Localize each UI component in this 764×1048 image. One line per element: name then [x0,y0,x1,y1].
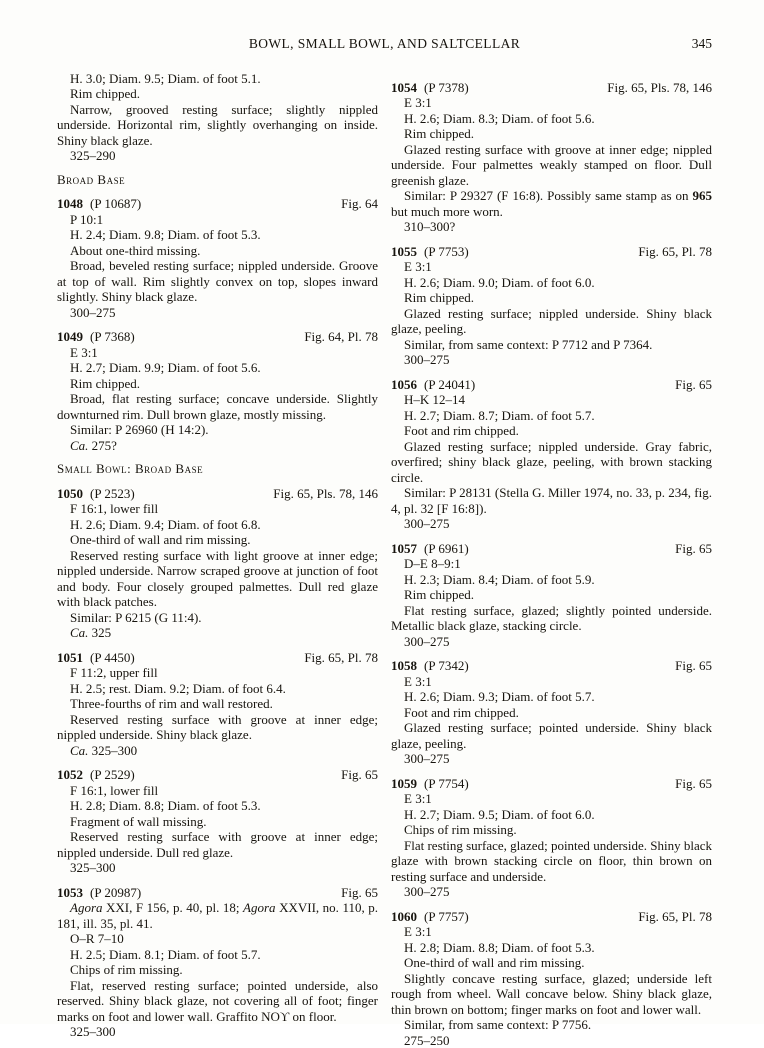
inventory-number: (P 6961) [424,541,469,556]
figure-reference: Fig. 65, Pls. 78, 146 [265,486,378,502]
figure-reference: Fig. 65, Pl. 78 [296,650,378,666]
entry-line: E 3:1 [391,791,712,807]
inventory-number: (P 7378) [424,80,469,95]
entry-line: Flat resting surface, glazed; pointed underside. Shiny black glaze with brown stacking circle on floor, thin brown on resting surface and underside. [391,838,712,885]
entry-line: Ca. 275? [57,438,378,454]
entry-id [391,776,469,792]
entry-id [391,244,469,260]
entry-line: About one-third missing. [57,243,378,259]
entry-line: E 3:1 [391,674,712,690]
entry-id [391,658,469,674]
entry-line: F 16:1, lower fill [57,783,378,799]
figure-reference: Fig. 65 [333,767,378,783]
inventory-number: (P 2529) [90,767,135,782]
entry-header [391,541,712,557]
catalog-entry [57,767,378,876]
entry-line: F 11:2, upper fill [57,665,378,681]
catalog-entry [391,776,712,900]
entry-line: One-third of wall and rim missing. [57,532,378,548]
entry-line: Rim chipped. [391,587,712,603]
entry-line: H. 2.4; Diam. 9.8; Diam. of foot 5.3. [57,227,378,243]
entry-line: 325–300 [57,1024,378,1040]
entry-line: H. 2.5; rest. Diam. 9.2; Diam. of foot 6.4. [57,681,378,697]
entry-line: O–R 7–10 [57,931,378,947]
entry-header [57,767,378,783]
entry-line: H. 2.7; Diam. 9.5; Diam. of foot 6.0. [391,807,712,823]
inventory-number: (P 24041) [424,377,475,392]
entry-line: H. 2.5; Diam. 8.1; Diam. of foot 5.7. [57,947,378,963]
entry-line: Agora XXI, F 156, p. 40, pl. 18; Agora XXVII, no. 110, p. 181, ill. 35, pl. 41. [57,900,378,931]
entry-line: P 10:1 [57,212,378,228]
entry-line: 300–275 [391,634,712,650]
entry-line: 275–250 [391,1033,712,1048]
entry-id [391,80,469,96]
entry-id [57,885,141,901]
figure-reference: Fig. 65 [667,658,712,674]
entry-line: H. 3.0; Diam. 9.5; Diam. of foot 5.1. [57,71,378,87]
entry-line: Glazed resting surface; nippled underside. Shiny black glaze, peeling. [391,306,712,337]
entry-id [57,196,141,212]
entry-line: Flat resting surface, glazed; slightly pointed underside. Metallic black glaze, stacking circle. [391,603,712,634]
entry-line: Rim chipped. [391,290,712,306]
entry-line: 325–290 [57,148,378,164]
figure-reference: Fig. 65 [667,377,712,393]
figure-reference: Fig. 64, Pl. 78 [296,329,378,345]
figure-reference: Fig. 65, Pls. 78, 146 [599,80,712,96]
entry-number: 1049 [57,329,83,344]
entry-line: Fragment of wall missing. [57,814,378,830]
figure-reference: Fig. 65 [667,776,712,792]
entry-line: H–K 12–14 [391,392,712,408]
inventory-number: (P 10687) [90,196,141,211]
figure-reference: Fig. 64 [333,196,378,212]
entry-line: H. 2.6; Diam. 8.3; Diam. of foot 5.6. [391,111,712,127]
figure-reference: Fig. 65, Pl. 78 [630,244,712,260]
entry-line: Reserved resting surface with groove at inner edge; nippled underside. Dull red glaze. [57,829,378,860]
entry-line: H. 2.7; Diam. 8.7; Diam. of foot 5.7. [391,408,712,424]
entry-line: 300–275 [57,305,378,321]
entry-line: Three-fourths of rim and wall restored. [57,696,378,712]
entry-line: Reserved resting surface with groove at inner edge; nippled underside. Shiny black glaze. [57,712,378,743]
entry-line: F 16:1, lower fill [57,501,378,517]
entry-number: 1059 [391,776,417,791]
entry-line: H. 2.8; Diam. 8.8; Diam. of foot 5.3. [391,940,712,956]
entry-line: H. 2.3; Diam. 8.4; Diam. of foot 5.9. [391,572,712,588]
entry-header [391,244,712,260]
entry-line: E 3:1 [391,95,712,111]
entry-number: 1058 [391,658,417,673]
entry-line: 325–300 [57,860,378,876]
entry-line: E 3:1 [57,345,378,361]
page-number: 345 [692,36,712,52]
entry-id [391,541,469,557]
entry-id [57,767,135,783]
entry-id [57,329,135,345]
entry-header [391,377,712,393]
catalog-entry [391,377,712,532]
entry-line: H. 2.6; Diam. 9.4; Diam. of foot 6.8. [57,517,378,533]
entry-line: E 3:1 [391,259,712,275]
entry-line: Ca. 325 [57,625,378,641]
figure-reference: Fig. 65, Pl. 78 [630,909,712,925]
entry-id [391,377,475,393]
catalog-entry [57,650,378,759]
figure-reference: Fig. 65 [333,885,378,901]
catalog-entry [391,909,712,1048]
entry-line: Glazed resting surface; nippled underside. Gray fabric, overfired; shiny black glaze, peeling, with brown stacking circle. [391,439,712,486]
entry-header [57,196,378,212]
entry-id [57,650,135,666]
section-heading: Broad Base [57,172,378,188]
entry-line: 300–275 [391,352,712,368]
catalog-entry [391,541,712,650]
inventory-number: (P 7757) [424,909,469,924]
entry-line: Broad, beveled resting surface; nippled underside. Groove at top of wall. Rim slightly convex on top, slopes inward slightly. Shiny black glaze. [57,258,378,305]
entry-line: Reserved resting surface with light groove at inner edge; nippled underside. Narrow scraped groove at junction of foot and body. Four closely grouped palmettes. Dull red glaze with black patches. [57,548,378,610]
entry-header [391,80,712,96]
page-header [57,36,712,52]
entry-line: Rim chipped. [57,86,378,102]
entry-line: Chips of rim missing. [57,962,378,978]
entry-header [57,329,378,345]
entry-line: H. 2.6; Diam. 9.3; Diam. of foot 5.7. [391,689,712,705]
text-columns [57,71,712,1048]
section-heading: Small Bowl: Broad Base [57,461,378,477]
entry-line: Rim chipped. [391,126,712,142]
entry-header [57,486,378,502]
entry-header [57,650,378,666]
inventory-number: (P 7342) [424,658,469,673]
entry-line: Similar, from same context: P 7756. [391,1017,712,1033]
inventory-number: (P 7753) [424,244,469,259]
entry-line: Similar: P 6215 (G 11:4). [57,610,378,626]
catalog-entry [57,885,378,1040]
column-left [57,71,378,1048]
entry-line: H. 2.6; Diam. 9.0; Diam. of foot 6.0. [391,275,712,291]
entry-line: Slightly concave resting surface, glazed; underside left rough from wheel. Wall concave below. Shiny black glaze, thin brown on bottom; finger marks on foot and lower wall. [391,971,712,1018]
entry-number: 1050 [57,486,83,501]
entry-line: Chips of rim missing. [391,822,712,838]
column-right [391,71,712,1048]
entry-line: Glazed resting surface with groove at inner edge; nippled underside. Four palmettes weakly stamped on floor. Dull greenish glaze. [391,142,712,189]
inventory-number: (P 20987) [90,885,141,900]
entry-number: 1055 [391,244,417,259]
entry-line: Broad, flat resting surface; concave underside. Slightly downturned rim. Dull brown glaze, mostly missing. [57,391,378,422]
entry-line: 310–300? [391,219,712,235]
entry-line: 300–275 [391,751,712,767]
inventory-number: (P 7754) [424,776,469,791]
entry-number: 1054 [391,80,417,95]
entry-line: 300–275 [391,516,712,532]
entry-line: Glazed resting surface; pointed underside. Shiny black glaze, peeling. [391,720,712,751]
entry-id [57,486,135,502]
inventory-number: (P 4450) [90,650,135,665]
entry-line: Ca. 325–300 [57,743,378,759]
entry-number: 1052 [57,767,83,782]
catalog-entry [391,658,712,767]
entry-number: 1053 [57,885,83,900]
catalog-entry [57,329,378,453]
entry-line: One-third of wall and rim missing. [391,955,712,971]
entry-header [391,909,712,925]
entry-line: Similar: P 29327 (F 16:8). Possibly same stamp as on 965 but much more worn. [391,188,712,219]
entry-number: 1060 [391,909,417,924]
entry-continuation [57,71,378,164]
entry-header [391,776,712,792]
entry-id [391,909,469,925]
entry-line: Rim chipped. [57,376,378,392]
entry-number: 1048 [57,196,83,211]
entry-line: Similar, from same context: P 7712 and P 7364. [391,337,712,353]
catalog-entry [391,80,712,235]
inventory-number: (P 2523) [90,486,135,501]
entry-line: Similar: P 28131 (Stella G. Miller 1974, no. 33, p. 234, fig. 4, pl. 32 [F 16:8]). [391,485,712,516]
entry-number: 1056 [391,377,417,392]
entry-line: H. 2.7; Diam. 9.9; Diam. of foot 5.6. [57,360,378,376]
inventory-number: (P 7368) [90,329,135,344]
entry-line: Narrow, grooved resting surface; slightly nippled underside. Horizontal rim, slightly overhanging on inside. Shiny black glaze. [57,102,378,149]
entry-header [391,658,712,674]
entry-number: 1057 [391,541,417,556]
page-title: BOWL, SMALL BOWL, AND SALTCELLAR [249,36,520,51]
entry-line: Flat, reserved resting surface; pointed underside, also reserved. Shiny black glaze, not covering all of foot; finger marks on foot and lower wall. Graffito NOϒ on floor. [57,978,378,1025]
entry-number: 1051 [57,650,83,665]
entry-line: H. 2.8; Diam. 8.8; Diam. of foot 5.3. [57,798,378,814]
catalog-entry [391,244,712,368]
figure-reference: Fig. 65 [667,541,712,557]
entry-line: Foot and rim chipped. [391,423,712,439]
entry-line: D–E 8–9:1 [391,556,712,572]
entry-line: 300–275 [391,884,712,900]
entry-line: Similar: P 26960 (H 14:2). [57,422,378,438]
entry-header [57,885,378,901]
catalog-entry [57,196,378,320]
catalog-entry [57,486,378,641]
entry-line: Foot and rim chipped. [391,705,712,721]
entry-line: E 3:1 [391,924,712,940]
